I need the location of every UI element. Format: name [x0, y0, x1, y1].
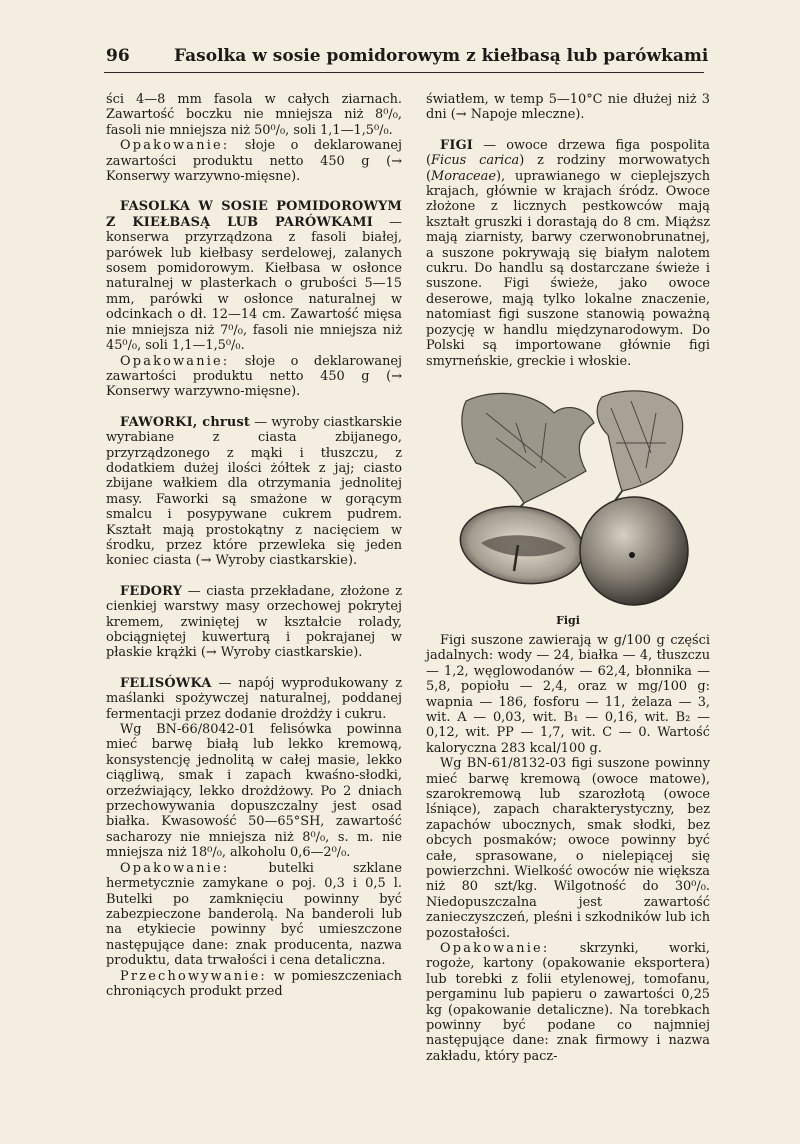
- entry-faworki: [106, 415, 402, 569]
- running-title: Fasolka w sosie pomidorowym z kiełbasą lub parówkami: [174, 46, 709, 66]
- right-column: [426, 92, 710, 1064]
- latin-name: Ficus carica: [431, 153, 520, 169]
- entry-text: — konserwa przyrządzona z fasoli białej, parówek lub kiełbasy serdelowej, zalanych sosem pomidorowym. Kiełbasa w osłonce naturalnej w plasterkach o grubości 5—15 mm, parówki w osłonce naturalnej w odcinkach o dł. 12—14 cm. Zawartość mięsa nie mniejsza niż 7⁰/₀, fasoli nie mniejsza niż 45⁰/₀, soli 1,1—1,5⁰/₀.: [106, 214, 402, 354]
- label-packaging: Opakowanie:: [120, 138, 230, 154]
- entry-figi: [426, 138, 710, 369]
- label-packaging: Opakowanie:: [440, 941, 550, 957]
- paragraph-text: w pomieszczeniach chroniących produkt przed: [106, 968, 402, 999]
- label-packaging: Opakowanie:: [120, 353, 230, 369]
- paragraph-text: skrzynki, worki, rogoże, kartony (opakowanie eksportera) lub torebki z folii etylenowej, tomofanu, pergaminu lub papieru o zawartości 0,25 kg (opakowanie detaliczne). Na torebkach powinny być podane co najmniej następujące dane: znak firmowy i nazwa zakładu, który pacz-: [426, 941, 710, 1064]
- entry-felisowka: [106, 676, 402, 722]
- entry-text: — wyroby ciastkarskie wyrabiane z ciasta zbijanego, przyrządzonego z mąki i tłuszczu, z dodatkiem dużej ilości żółtek z jaj; ciasto zbijane wałkiem dla otrzymania jednolitej masy. Faworki są smażone w gorącym smalcu i posypywane cukrem pudrem. Kształt mają prostokątny z nacięciem w środku, przez które przewleka się jeden koniec ciasta (→ Wyroby ciastkarskie).: [106, 414, 402, 569]
- entry-text: — napój wyprodukowany z maślanki spożywczej naturalnej, poddanej fermentacji przez dodanie drożdży i cukru.: [106, 675, 402, 722]
- page-number: 96: [106, 46, 130, 66]
- figure-caption: Figi: [556, 613, 580, 627]
- entry-text: — ciasta przekładane, złożone z cienkiej warstwy masy orzechowej pokrytej kremem, zwiniętej w kształcie rolady, obciągniętej kuwerturą i pokrajanej w płaskie krążki (→ Wyroby ciastkarskie).: [106, 583, 402, 661]
- paragraph: światłem, w temp 5—10°C nie dłużej niż 3 dni (→ Napoje mleczne).: [426, 92, 710, 123]
- entry-heading: FEDORY: [120, 583, 183, 599]
- entry-text: ) z rodziny morwowatych (: [426, 153, 710, 184]
- label-packaging: Opakowanie:: [120, 860, 230, 876]
- entry-text: ), uprawianego w cieplejszych krajach, głównie w krajach śródz. Owoce złożone z licznych pestkowców mają kształt gruszki i dorastają do 8 cm. Miąższ mają ziarnisty, barwy czerwonobrunatnej, a suszone pokrywają się białym nalotem cukru. Do handlu są dostarczane świeże i suszone. Figi świeże, jako owoce deserowe, mają tylko lokalne znaczenie, natomiast figi suszone stanowią poważną pozycję w handlu międzynarodowym. Do Polski są importowane głównie figi smyrneńskie, greckie i włoskie.: [426, 168, 710, 369]
- paragraph: [106, 969, 402, 1000]
- paragraph-text: słoje o deklarowanej zawartości produktu netto 450 g (→ Konserwy warzywno-mięsne).: [106, 353, 402, 400]
- paragraph: [106, 138, 402, 184]
- paragraph: [106, 861, 402, 969]
- latin-name: Moraceae: [431, 168, 497, 184]
- paragraph: ści 4—8 mm fasola w całych ziarnach. Zawartość boczku nie mniejsza niż 8⁰/₀, fasoli nie mniejsza niż 50⁰/₀, soli 1,1—1,5⁰/₀.: [106, 92, 402, 138]
- entry-fasolka: [106, 199, 402, 353]
- fig-illustration: [426, 383, 710, 627]
- paragraph: Wg BN-66/8042-01 felisówka powinna mieć barwę białą lub lekko kremową, konsystencję jednolitą w całej masie, lekko ciągliwą, smak i zapach kwaśno-słodki, orzeźwiający, lekko drożdżowy. Po 2 dniach przechowywania dopuszczalny jest osad białka. Kwasowość 50—65°SH, zawartość sacharozy nie mniejsza niż 8⁰/₀, s. m. nie mniejsza niż 18⁰/₀, alkoholu 0,6—2⁰/₀.: [106, 722, 402, 861]
- entry-fedory: [106, 584, 402, 661]
- fig-drawing: [426, 383, 710, 613]
- entry-heading: FAWORKI, chrust: [120, 414, 251, 430]
- paragraph: Figi suszone zawierają w g/100 g części jadalnych: wody — 24, białka — 4, tłuszczu — 1,2, węglowodanów — 62,4, błonnika — 5,8, popiołu — 2,4, oraz w mg/100 g: wapnia — 186, fosforu — 11, żelaza — 3, wit. A — 0,03, wit. B₁ — 0,16, wit. B₂ — 0,12, wit. PP — 1,7, wit. C — 0. Wartość kaloryczna 283 kcal/100 g.: [426, 632, 710, 756]
- entry-heading: FIGI: [440, 137, 474, 153]
- paragraph: [106, 354, 402, 400]
- paragraph: [426, 941, 710, 1064]
- paragraph-text: butelki szklane hermetycznie zamykane o poj. 0,3 i 0,5 l. Butelki po zamknięciu powinny być zabezpieczone banderolą. Na banderoli lub na etykiecie powinny być umieszczone następujące dane: znak producenta, nazwa produktu, data trwałości i cena detaliczna.: [106, 860, 402, 969]
- running-header: [104, 42, 709, 73]
- left-column: [106, 92, 402, 999]
- entry-text: — owoce drzewa figa pospolita (: [426, 137, 710, 169]
- paragraph: Wg BN-61/8132-03 figi suszone powinny mieć barwę kremową (owoce matowe), szarokremową lub szarozłotą (owoce lśniące), zapach charakterystyczny, bez zapachów ubocznych, smak słodki, bez obcych posmaków; owoce powinny być całe, sprasowane, o nielepiącej się powierzchni. Wielkość owoców nie większa niż 80 szt/kg. Wilgotność do 30⁰/₀. Niedopuszczalna jest zawartość zanieczyszczeń, pleśni i szkodników lub ich pozostałości.: [426, 756, 710, 941]
- paragraph-text: słoje o deklarowanej zawartości produktu netto 450 g (→ Konserwy warzywno-mięsne).: [106, 138, 402, 185]
- entry-heading: FELISÓWKA: [120, 675, 212, 691]
- entry-heading: FASOLKA W SOSIE POMIDOROWYM Z KIEŁBASĄ LUB PARÓWKAMI: [106, 199, 402, 230]
- label-storage: Przechowywanie:: [120, 968, 267, 984]
